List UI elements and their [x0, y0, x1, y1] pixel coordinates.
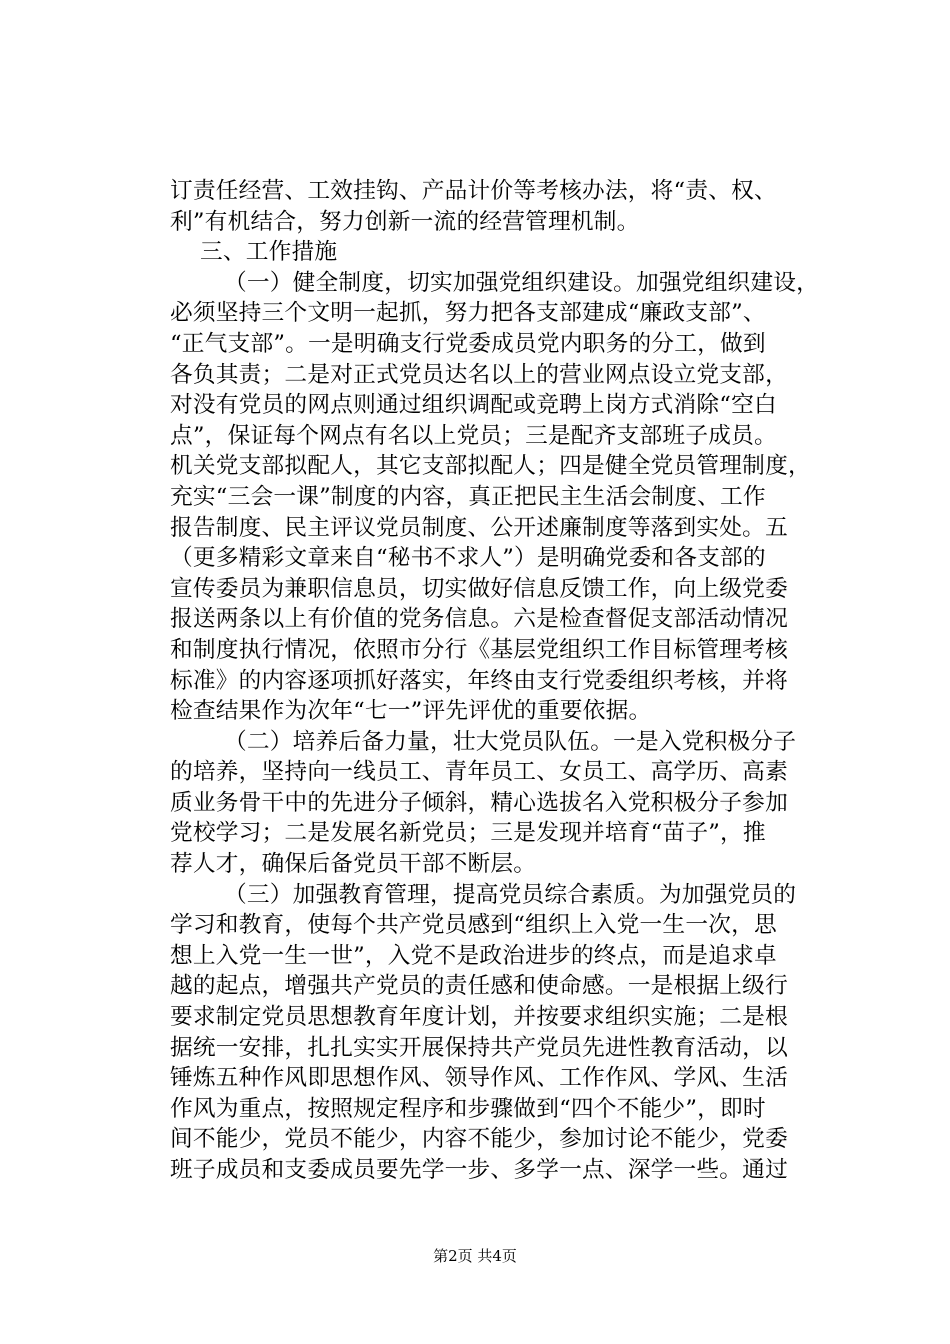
- text-line: 对没有党员的网点则通过组织调配或竞聘上岗方式消除“空白: [170, 392, 777, 419]
- paragraph-first-line: （一）健全制度，切实加强党组织建设。加强党组织建设，: [224, 269, 820, 296]
- text-line: 越的起点，增强共产党员的责任感和使命感。一是根据上级行: [170, 973, 788, 1000]
- text-line: 锤炼五种作风即思想作风、领导作风、工作作风、学风、生活: [170, 1065, 788, 1092]
- text-line: 机关党支部拟配人，其它支部拟配人；四是健全党员管理制度，: [170, 453, 811, 480]
- text-line: 作风为重点，按照规定程序和步骤做到“四个不能少”，即时: [170, 1095, 766, 1122]
- text-line: 充实“三会一课”制度的内容，真正把民主生活会制度、工作: [170, 483, 766, 510]
- text-line: 班子成员和支委成员要先学一步、多学一点、深学一些。通过: [170, 1157, 788, 1183]
- text-line: 党校学习；二是发展名新党员；三是发现并培育“苗子”，推: [170, 820, 766, 847]
- text-line: 的培养，坚持向一线员工、青年员工、女员工、高学历、高素: [170, 759, 788, 786]
- text-line: 学习和教育，使每个共产党员感到“组织上入党一生一次，思: [170, 912, 777, 939]
- text-line: 报告制度、民主评议党员制度、公开述廉制度等落到实处。五: [170, 514, 788, 541]
- text-line: 点”，保证每个网点有名以上党员；三是配齐支部班子成员。: [170, 422, 777, 449]
- text-line: 要求制定党员思想教育年度计划，并按要求组织实施；二是根: [170, 1004, 788, 1031]
- page-footer: [0, 1246, 950, 1266]
- body-text: [170, 176, 820, 1186]
- text-line: 标准》的内容逐项抓好落实，年终由支行党委组织考核，并将: [170, 667, 788, 694]
- text-line: （更多精彩文章来自“秘书不求人”）是明确党委和各支部的: [170, 545, 766, 572]
- text-line: 想上入党一生一世”，入党不是政治进步的终点，而是追求卓: [170, 942, 777, 969]
- text-line: 订责任经营、工效挂钩、产品计价等考核办法，将“责、权、: [170, 178, 777, 204]
- text-line: 据统一安排，扎扎实实开展保持共产党员先进性教育活动，以: [170, 1034, 788, 1061]
- text-line: 利”有机结合，努力创新一流的经营管理机制。: [170, 208, 640, 235]
- text-line: 宣传委员为兼职信息员，切实做好信息反馈工作，向上级党委: [170, 575, 788, 602]
- text-line: 荐人才，确保后备党员干部不断层。: [170, 851, 537, 878]
- text-line: 检查结果作为次年“七一”评先评优的重要依据。: [170, 698, 652, 725]
- paragraph-first-line: （二）培养后备力量，壮大党员队伍。一是入党积极分子: [224, 728, 797, 755]
- text-line: 必须坚持三个文明一起抓，努力把各支部建成“廉政支部”、: [170, 300, 766, 327]
- text-line: 质业务骨干中的先进分子倾斜，精心选拔名入党积极分子参加: [170, 789, 788, 816]
- text-line: 和制度执行情况，依照市分行《基层党组织工作目标管理考核: [170, 636, 788, 663]
- section-heading: 三、工作措施: [200, 239, 338, 266]
- paragraph-first-line: （三）加强教育管理，提高党员综合素质。为加强党员的: [224, 881, 797, 908]
- text-line: 间不能少，党员不能少，内容不能少，参加讨论不能少，党委: [170, 1126, 788, 1153]
- page-number: 第2页 共4页: [433, 1247, 517, 1265]
- text-line: 报送两条以上有价值的党务信息。六是检查督促支部活动情况: [170, 606, 788, 633]
- text-line: “正气支部”。一是明确支行党委成员党内职务的分工，做到: [170, 330, 766, 357]
- text-line: 各负其责；二是对正式党员达名以上的营业网点设立党支部，: [170, 361, 788, 388]
